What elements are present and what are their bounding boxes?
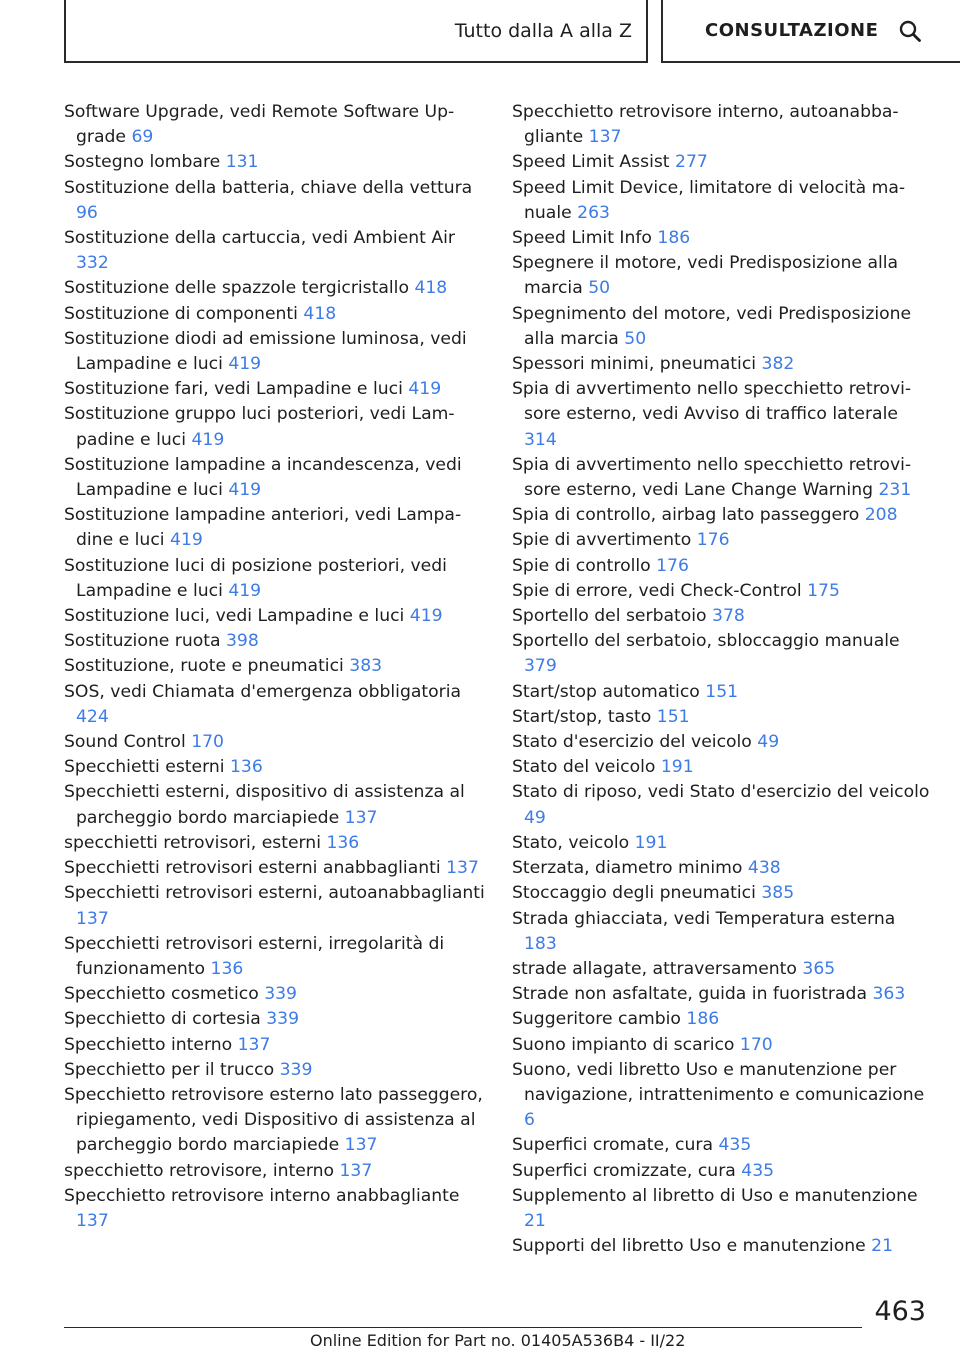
index-entry: [64, 755, 488, 780]
index-entry: [64, 1184, 488, 1234]
index-entry-text: Software Upgrade, vedi Remote Software Upgrade: [64, 102, 455, 148]
index-entry: [64, 377, 488, 402]
page-link[interactable]: 137: [76, 908, 109, 929]
index-entry: [512, 1159, 932, 1184]
index-entry: [512, 176, 932, 226]
index-entry: [512, 907, 932, 957]
index-entry: [512, 1058, 932, 1134]
page-link[interactable]: 277: [675, 152, 708, 173]
index-column-right: [512, 100, 932, 1259]
index-entry: [64, 680, 488, 730]
index-entry: [64, 1058, 488, 1083]
page-link[interactable]: 137: [344, 807, 378, 828]
page-link[interactable]: 383: [349, 656, 383, 677]
search-icon[interactable]: [898, 19, 922, 43]
page-link[interactable]: 419: [191, 429, 225, 450]
page-link[interactable]: 136: [230, 757, 263, 778]
page-link[interactable]: 175: [807, 580, 840, 601]
index-entry-text: Specchietto retrovisore interno, autoanabbagliante: [512, 102, 899, 148]
page-link[interactable]: 419: [228, 580, 262, 601]
page-link[interactable]: 365: [802, 958, 836, 979]
index-entry-text: Strada ghiacciata, vedi Temperatura esterna: [512, 908, 896, 929]
index-entry-text: Specchietto retrovisore interno anabbagliante: [64, 1185, 460, 1206]
page-link[interactable]: 69: [131, 127, 154, 148]
footer-divider: [64, 1327, 862, 1328]
index-entry-text: Sportello del serbatoio, sbloccaggio manuale: [512, 631, 900, 652]
page-link[interactable]: 339: [266, 1009, 300, 1030]
index-column-left: [64, 100, 488, 1234]
page-link[interactable]: 435: [741, 1160, 775, 1181]
index-entry: [512, 629, 932, 679]
page-link[interactable]: 21: [524, 1210, 546, 1231]
page-link[interactable]: 170: [739, 1034, 773, 1055]
index-entry: [512, 100, 932, 150]
index-entry: [512, 730, 932, 755]
index-entry: [512, 1184, 932, 1234]
page-link[interactable]: 419: [170, 530, 203, 551]
index-entry-text: Sostituzione luci di posizione posteriori, vedi Lampadine e luci: [64, 555, 447, 601]
index-entry-text: Superfici cromate, cura: [512, 1135, 713, 1156]
page-link[interactable]: 137: [76, 1210, 109, 1231]
index-entry-text: Sterzata, diametro minimo: [512, 858, 743, 879]
page-link[interactable]: 137: [446, 858, 479, 879]
page-link[interactable]: 398: [226, 631, 259, 652]
section-title: CONSULTAZIONE: [705, 20, 879, 41]
index-entry: [512, 1007, 932, 1032]
index-entry: [64, 856, 488, 881]
page-link[interactable]: 137: [237, 1034, 271, 1055]
index-entry: [512, 579, 932, 604]
page-link[interactable]: 186: [686, 1009, 720, 1030]
page-link[interactable]: 263: [577, 202, 610, 223]
page-link[interactable]: 378: [712, 606, 745, 627]
index-entry-text: Specchietti esterni: [64, 757, 225, 778]
index-entry: [64, 1159, 488, 1184]
index-entry-text: Specchietti retrovisori esterni, irregolarità di funzionamento: [64, 933, 445, 979]
page-link[interactable]: 170: [191, 732, 224, 753]
index-entry: [64, 1083, 488, 1159]
index-entry: [512, 705, 932, 730]
index-entry-text: Specchietto per il trucco: [64, 1059, 275, 1080]
page-link[interactable]: 208: [864, 505, 898, 526]
index-entry-text: Specchietto di cortesia: [64, 1009, 261, 1030]
index-entry: [512, 881, 932, 906]
index-entry: [512, 352, 932, 377]
index-entry-text: Supporti del libretto Uso e manutenzione: [512, 1236, 866, 1257]
page-link[interactable]: 419: [409, 606, 443, 627]
index-entry: [512, 856, 932, 881]
index-entry-text: Spie di errore, vedi Check-Control: [512, 580, 802, 601]
section-tab[interactable]: [661, 0, 960, 63]
page-link[interactable]: 231: [878, 480, 912, 501]
index-entry-text: Spessori minimi, pneumatici: [512, 354, 757, 375]
index-entry-text: Specchietto retrovisore esterno lato passeggero, ripiegamento, vedi Dispositivo di assistenza al parcheggio bordo marciapiede: [64, 1084, 483, 1156]
page-link[interactable]: 176: [656, 555, 689, 576]
index-entry: [512, 957, 932, 982]
index-entry: [64, 453, 488, 503]
index-entry: [512, 780, 932, 830]
page-link[interactable]: 50: [588, 278, 611, 299]
index-entry-text: Speed Limit Assist: [512, 152, 670, 173]
page-link[interactable]: 137: [339, 1160, 373, 1181]
index-entry: [512, 1133, 932, 1158]
index-entry: [512, 150, 932, 175]
index-entry-text: Spegnere il motore, vedi Predisposizione alla marcia: [512, 253, 899, 299]
page-link[interactable]: 314: [524, 429, 557, 450]
index-entry-text: Speed Limit Device, limitatore di velocità manuale: [512, 177, 906, 223]
index-entry: [64, 982, 488, 1007]
index-entry: [64, 730, 488, 755]
index-entry: [64, 654, 488, 679]
index-entry-text: Sostituzione luci, vedi Lampadine e luci: [64, 606, 405, 627]
index-entry: [512, 226, 932, 251]
page-link[interactable]: 49: [524, 807, 546, 828]
index-entry-text: Sostituzione ruota: [64, 631, 221, 652]
index-entry-text: Specchietti retrovisori esterni anabbaglianti: [64, 858, 441, 879]
index-entry-text: Sostegno lombare: [64, 152, 221, 173]
index-entry-text: Suono impianto di scarico: [512, 1034, 735, 1055]
page-link[interactable]: 176: [696, 530, 730, 551]
index-entry: [512, 1033, 932, 1058]
index-entry: [64, 604, 488, 629]
page-link[interactable]: 49: [757, 732, 780, 753]
index-entry-text: Sostituzione diodi ad emissione luminosa, vedi Lampadine e luci: [64, 328, 467, 375]
index-entry-text: Sostituzione fari, vedi Lampadine e luci: [64, 379, 403, 400]
index-entry-text: Sportello del serbatoio: [512, 606, 707, 627]
page-link[interactable]: 385: [761, 883, 795, 904]
index-entry-text: Suggeritore cambio: [512, 1009, 681, 1030]
index-entry-text: Sostituzione, ruote e pneumatici: [64, 656, 344, 677]
footer-edition: [310, 1331, 685, 1350]
page-link[interactable]: 137: [344, 1135, 378, 1156]
index-entry-text: Spegnimento del motore, vedi Predisposizione alla marcia: [512, 303, 912, 349]
index-entry-text: specchietto retrovisore, interno: [64, 1160, 335, 1181]
index-entry: [64, 100, 488, 150]
page-link[interactable]: 339: [279, 1059, 313, 1080]
index-entry-text: Supplemento al libretto di Uso e manutenzione: [512, 1185, 918, 1206]
page-link[interactable]: 136: [326, 832, 360, 853]
page-link[interactable]: 363: [872, 984, 906, 1005]
index-entry: [64, 176, 488, 226]
page-header: [0, 0, 960, 66]
page-number: 463: [874, 1296, 926, 1327]
index-entry: [64, 831, 488, 856]
index-entry-text: Stoccaggio degli pneumatici: [512, 883, 756, 904]
index-entry-text: Strade non asfaltate, guida in fuoristrada: [512, 984, 867, 1005]
index-entry-text: Stato di riposo, vedi Stato d'esercizio del veicolo: [512, 782, 930, 803]
chapter-title: Tutto dalla A alla Z: [454, 19, 632, 42]
page-link[interactable]: 151: [656, 706, 690, 727]
index-entry-text: Sostituzione delle spazzole tergicristallo: [64, 278, 409, 299]
page-link[interactable]: 419: [408, 379, 442, 400]
page-link[interactable]: 21: [871, 1236, 894, 1257]
page-link[interactable]: 137: [588, 127, 622, 148]
index-entry: [512, 1234, 932, 1259]
index-entry: [64, 629, 488, 654]
index-entry: [512, 503, 932, 528]
index-entry-text: Specchietto cosmetico: [64, 984, 259, 1005]
index-entry: [512, 604, 932, 629]
page-link[interactable]: 136: [210, 958, 244, 979]
index-entry: [64, 302, 488, 327]
index-entry: [512, 831, 932, 856]
index-entry: [512, 251, 932, 301]
index-entry: [64, 226, 488, 276]
index-entry-text: Sostituzione della cartuccia, vedi Ambient Air: [64, 228, 455, 249]
index-entry-text: Sostituzione lampadine anteriori, vedi Lampadine e luci: [64, 505, 462, 551]
index-entry: [64, 554, 488, 604]
page-link[interactable]: 50: [624, 328, 647, 349]
index-entry-text: Sound Control: [64, 732, 186, 753]
index-entry-text: SOS, vedi Chiamata d'emergenza obbligatoria: [64, 681, 462, 702]
chapter-tab[interactable]: [64, 0, 648, 63]
index-entry: [64, 881, 488, 931]
page-link[interactable]: 131: [225, 152, 259, 173]
index-entry-text: Start/stop, tasto: [512, 706, 652, 727]
index-entry: [64, 1007, 488, 1032]
index-entry: [64, 276, 488, 301]
index-entry: [64, 150, 488, 175]
footer-edition-text: Online Edition for Part no. 01405A536B4 - II/22: [310, 1331, 686, 1350]
index-entry: [512, 680, 932, 705]
page-link[interactable]: 191: [634, 832, 668, 853]
index-entry-text: Stato d'esercizio del veicolo: [512, 732, 752, 753]
page-link[interactable]: 419: [228, 480, 262, 501]
index-entry: [512, 302, 932, 352]
index-entry-text: Stato del veicolo: [512, 757, 656, 778]
page-link[interactable]: 435: [718, 1135, 752, 1156]
page-link[interactable]: 418: [414, 278, 448, 299]
index-entry: [512, 982, 932, 1007]
index-entry-text: Stato, veicolo: [512, 832, 630, 853]
page-link[interactable]: 419: [228, 354, 262, 375]
index-entry-text: Specchietti retrovisori esterni, autoanabbaglianti: [64, 883, 485, 904]
page-link[interactable]: 183: [524, 933, 557, 954]
index-entry-text: Start/stop automatico: [512, 681, 700, 702]
index-entry-text: strade allagate, attraversamento: [512, 958, 797, 979]
index-entry: [512, 453, 932, 503]
index-entry: [512, 554, 932, 579]
index-entry: [64, 780, 488, 830]
index-entry: [64, 1033, 488, 1058]
index-entry: [512, 755, 932, 780]
index-entry-text: Speed Limit Info: [512, 228, 652, 249]
index-entry: [512, 528, 932, 553]
page-link[interactable]: 151: [705, 681, 739, 702]
index-entry-text: Sostituzione lampadine a incandescenza, vedi Lampadine e luci: [64, 454, 462, 501]
index-entry-text: Specchietto interno: [64, 1034, 233, 1055]
index-entry-text: Spie di avvertimento: [512, 530, 692, 551]
index-entry: [512, 377, 932, 453]
index-entry: [64, 932, 488, 982]
index-entry: [64, 402, 488, 452]
page-link[interactable]: 418: [303, 303, 337, 324]
page-link[interactable]: 339: [264, 984, 297, 1005]
index-entry-text: Sostituzione di componenti: [64, 303, 298, 324]
index-entry-text: Superfici cromizzate, cura: [512, 1160, 736, 1181]
page-link[interactable]: 186: [657, 228, 691, 249]
page-link[interactable]: 332: [76, 253, 109, 274]
page-link[interactable]: 424: [76, 706, 109, 727]
page-link[interactable]: 6: [524, 1110, 535, 1131]
index-entry-text: specchietti retrovisori, esterni: [64, 832, 321, 853]
index-entry-text: Spia di controllo, airbag lato passeggero: [512, 505, 860, 526]
index-entry: [64, 503, 488, 553]
index-entry-text: Sostituzione gruppo luci posteriori, vedi Lampadine e luci: [64, 404, 455, 450]
index-entry-text: Spia di avvertimento nello specchietto retrovisore esterno, vedi Lane Change Warning: [512, 454, 912, 501]
index-entry-text: Spie di controllo: [512, 555, 651, 576]
index-entry-text: Specchietti esterni, dispositivo di assistenza al parcheggio bordo marciapiede: [64, 782, 465, 828]
page-link[interactable]: 382: [761, 354, 795, 375]
index-entry-text: Sostituzione della batteria, chiave della vettura: [64, 177, 473, 198]
page-link[interactable]: 438: [747, 858, 781, 879]
page-link[interactable]: 96: [76, 202, 98, 223]
page-link[interactable]: 379: [524, 656, 557, 677]
page-link[interactable]: 191: [660, 757, 694, 778]
index-entry-text: Spia di avvertimento nello specchietto retrovisore esterno, vedi Avviso di traffico laterale: [512, 379, 912, 425]
index-entry: [64, 327, 488, 377]
index-entry-text: Suono, vedi libretto Uso e manutenzione per navigazione, intrattenimento e comunicazione: [512, 1059, 925, 1105]
